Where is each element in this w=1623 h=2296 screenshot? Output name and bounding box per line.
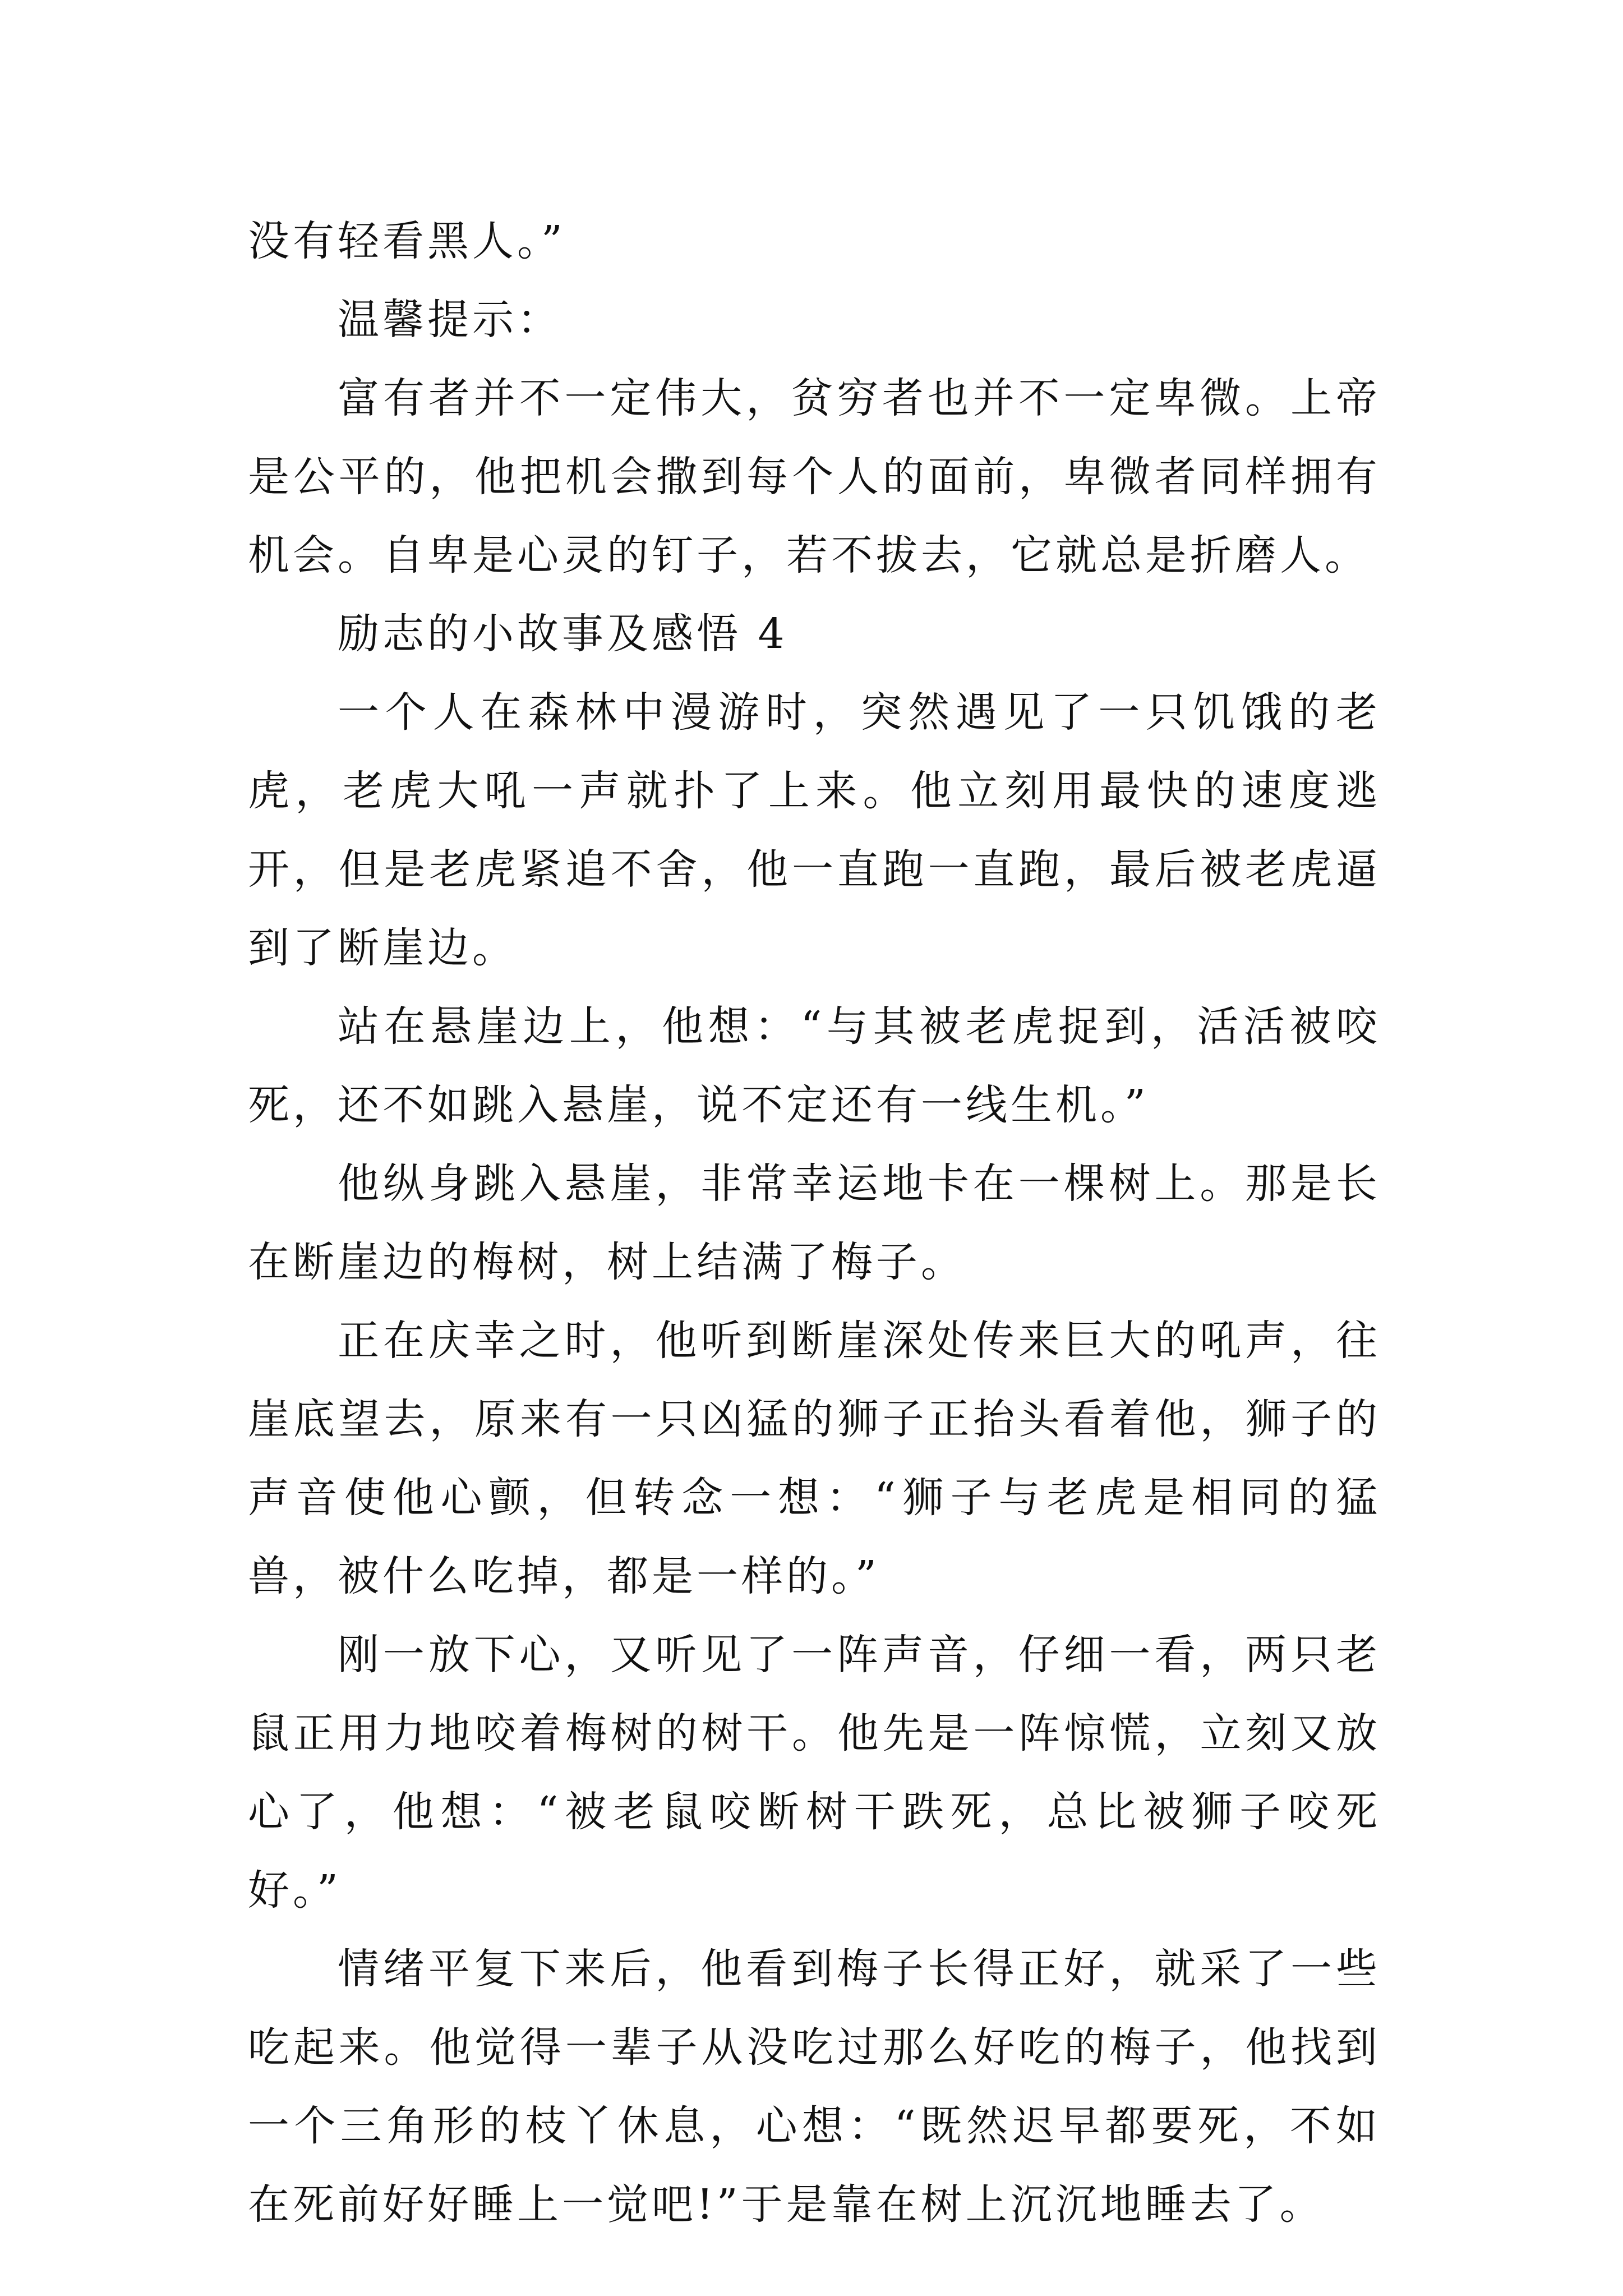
paragraph: 站在悬崖边上，他想：“与其被老虎捉到，活活被咬死，还不如跳入悬崖，说不定还有一线生机。” xyxy=(248,1002,1381,1129)
paragraph-continuation: 没有轻看黑人。” xyxy=(248,217,566,265)
section-heading: 励志的小故事及感悟 4 xyxy=(338,610,788,658)
document-body xyxy=(248,202,1381,2244)
paragraph-tip-text: 富有者并不一定伟大，贫穷者也并不一定卑微。上帝是公平的，他把机会撒到每个人的面前，卑微者同样拥有机会。自卑是心灵的钉子，若不拔去，它就总是折磨人。 xyxy=(248,374,1381,579)
paragraph: 刚一放下心，又听见了一阵声音，仔细一看，两只老鼠正用力地咬着梅树的树干。他先是一阵惊慌，立刻又放心了，他想：“被老鼠咬断树干跌死，总比被狮子咬死好。” xyxy=(248,1631,1381,1915)
paragraph: 正在庆幸之时，他听到断崖深处传来巨大的吼声，往崖底望去，原来有一只凶猛的狮子正抬头看着他，狮子的声音使他心颤，但转念一想：“狮子与老虎是相同的猛兽，被什么吃掉，都是一样的。” xyxy=(248,1317,1381,1600)
paragraph: 他纵身跳入悬崖，非常幸运地卡在一棵树上。那是长在断崖边的梅树，树上结满了梅子。 xyxy=(248,1159,1381,1286)
paragraph: 一个人在森林中漫游时，突然遇见了一只饥饿的老虎，老虎大吼一声就扑了上来。他立刻用最快的速度逃开，但是老虎紧追不舍，他一直跑一直跑，最后被老虎逼到了断崖边。 xyxy=(248,688,1381,972)
paragraph: 情绪平复下来后，他看到梅子长得正好，就采了一些吃起来。他觉得一辈子从没吃过那么好吃的梅子，他找到一个三角形的枝丫休息，心想：“既然迟早都要死，不如在死前好好睡上一觉吧!”于是靠在树上沉沉地睡去了。 xyxy=(248,1945,1381,2229)
paragraph-tip-heading: 温馨提示： xyxy=(338,296,562,344)
